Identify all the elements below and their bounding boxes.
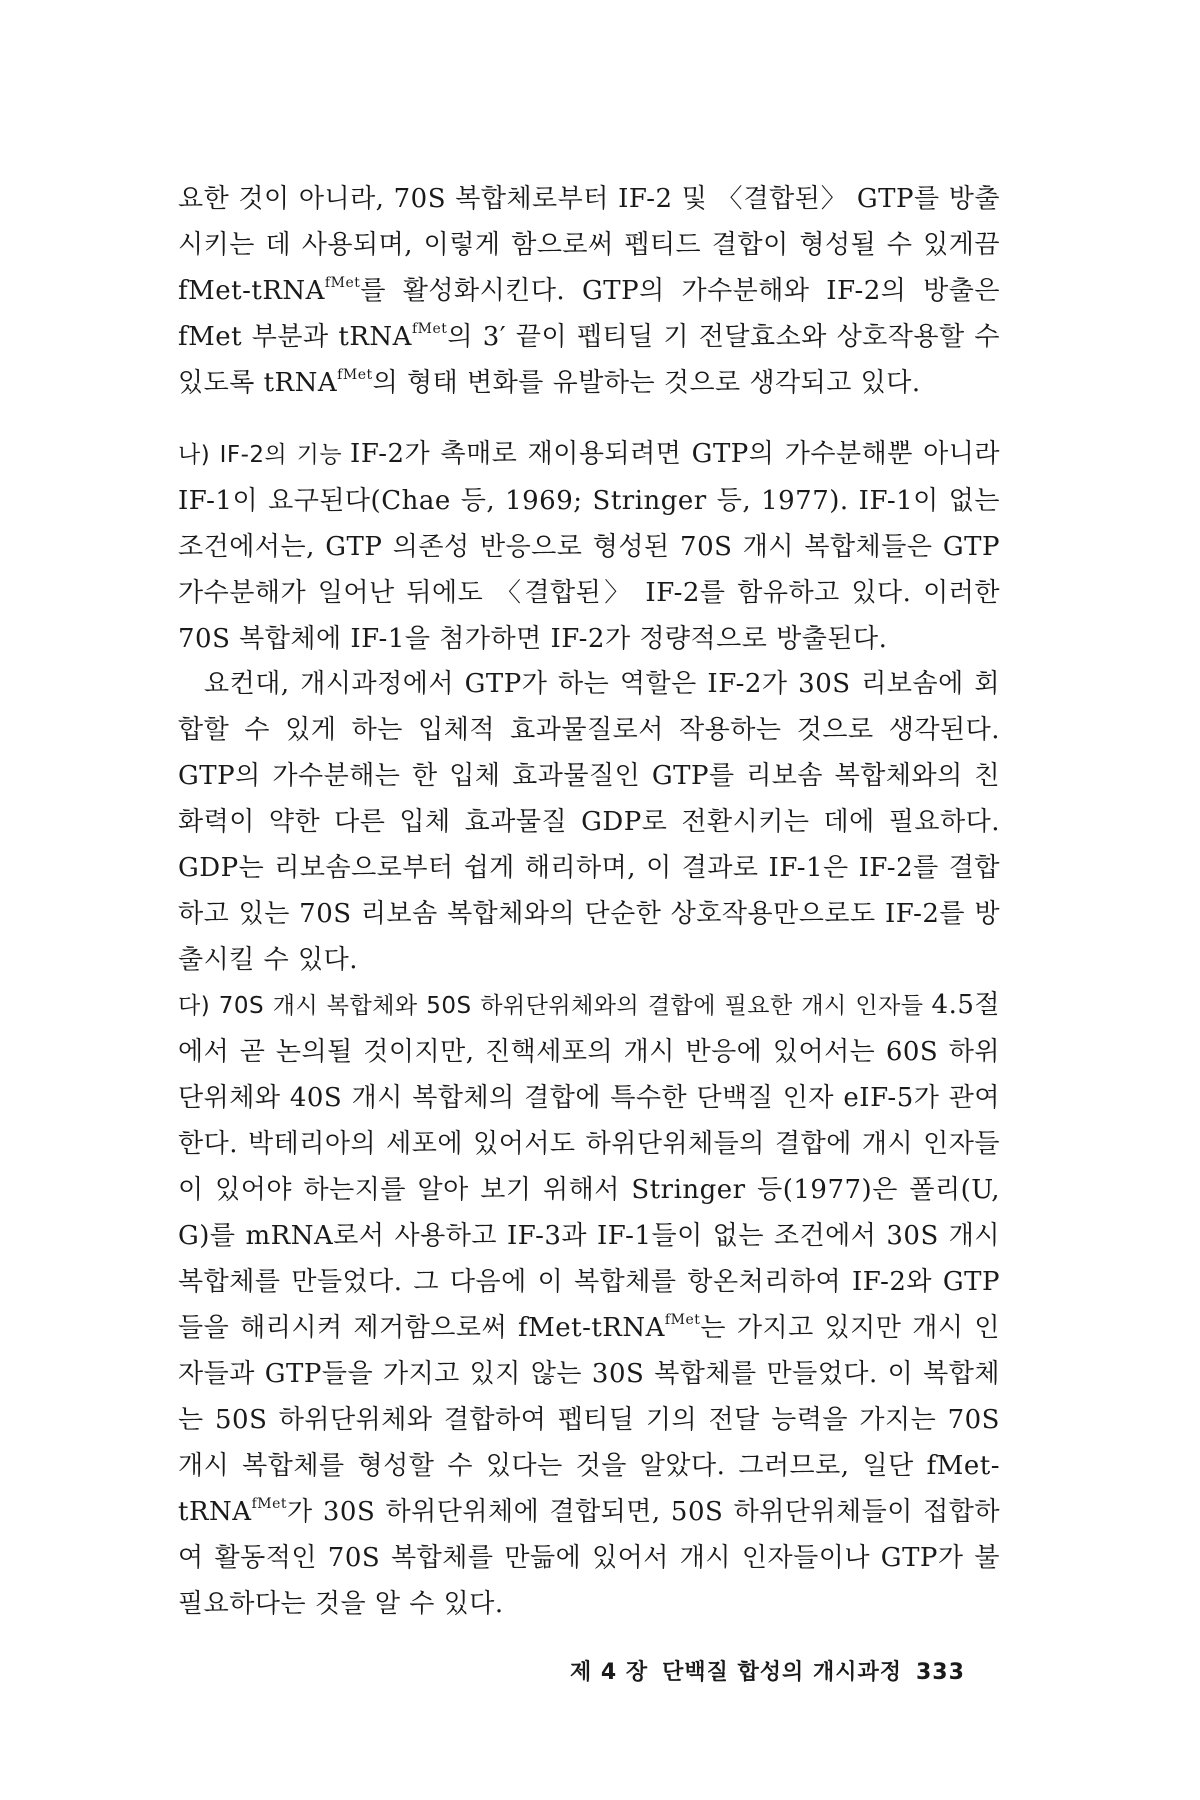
paragraph-1-part-3: 의 3′ 끝이 펩티딜 기 전달효소와 상호작용할 수 있도록 tRNA xyxy=(178,322,1000,398)
paragraph-3-body: 요컨대, 개시과정에서 GTP가 하는 역할은 IF-2가 30S 리보솜에 회합할 수 있게 하는 입체적 효과물질로서 작용하는 것으로 생각된다. GTP의 가수분해는 한 입체 효과물질인 GTP를 리보솜 복합체와의 친화력이 약한 다른 입체 효과물질 GDP로 전환시키는 데에 필요하다. GDP는 리보솜으로부터 쉽게 해리하며, 이 결과로 IF-1은 IF-2를 결합하고 있는 70S 리보솜 복합체와의 단순한 상호작용만으로도 IF-2를 방출시킬 수 있다. xyxy=(178,669,1000,975)
paragraph-1-part-1: 요한 것이 아니라, 70S 복합체로부터 IF-2 및 〈결합된〉 GTP를 방출시키는 데 사용되며, 이렇게 함으로써 펩티드 결합이 형성될 수 있게끔 fMet-tRNA xyxy=(178,184,1000,306)
page-footer xyxy=(570,1655,979,1686)
paragraph-2 xyxy=(178,431,1000,662)
paragraph-1-part-4: 의 형태 변화를 유발하는 것으로 생각되고 있다. xyxy=(372,368,921,398)
paragraph-4-part-3: 가 30S 하위단위체에 결합되면, 50S 하위단위체들이 접합하여 활동적인 70S 복합체를 만듦에 있어서 개시 인자들이나 GTP가 불필요하다는 것을 알 수 있다. xyxy=(178,1497,1000,1619)
paragraph-2-text xyxy=(178,431,1000,662)
paragraph-4 xyxy=(178,982,1000,1627)
superscript-fmet: fMet xyxy=(337,367,373,383)
paragraph-4-text xyxy=(178,982,1000,1627)
paragraph-3 xyxy=(178,661,1000,983)
footer-chapter-title: 단백질 합성의 개시과정 xyxy=(662,1660,902,1685)
paragraph-3-text xyxy=(178,661,1000,983)
paragraph-1 xyxy=(178,176,1000,406)
paragraph-2-body: IF-2가 촉매로 재이용되려면 GTP의 가수분해뿐 아니라 IF-1이 요구된다(Chae 등, 1969; Stringer 등, 1977). IF-1이 없는 조건에서는, GTP 의존성 반응으로 형성된 70S 개시 복합체들은 GTP 가수분해가 일어난 뒤에도 〈결합된〉 IF-2를 함유하고 있다. 이러한 70S 복합체에 IF-1을 첨가하면 IF-2가 정량적으로 방출된다. xyxy=(178,439,1000,654)
footer-chapter: 제 4 장 xyxy=(570,1660,649,1685)
paragraph-1-part-2: 를 활성화시킨다. GTP의 가수분해와 IF-2의 방출은 fMet 부분과 tRNA xyxy=(178,276,1000,352)
superscript-fmet: fMet xyxy=(251,1496,287,1512)
page-number: 333 xyxy=(915,1660,965,1685)
section-heading-if2-function: 나) IF-2의 기능 xyxy=(178,442,343,468)
superscript-fmet: fMet xyxy=(324,275,361,291)
superscript-fmet: fMet xyxy=(664,1312,701,1328)
section-heading-initiation-factors: 다) 70S 개시 복합체와 50S 하위단위체와의 결합에 필요한 개시 인자들 xyxy=(178,993,924,1019)
paragraph-4-part-2: 는 가지고 있지만 개시 인자들과 GTP들을 가지고 있지 않는 30S 복합체를 만들었다. 이 복합체는 50S 하위단위체와 결합하여 펩티딜 기의 전달 능력을 가지는 70S 개시 복합체를 형성할 수 있다는 것을 알았다. 그러므로, 일단 fMet-tRNA xyxy=(178,1313,1000,1527)
paragraph-4-part-1: 4.5절에서 곧 논의될 것이지만, 진핵세포의 개시 반응에 있어서는 60S 하위단위체와 40S 개시 복합체의 결합에 특수한 단백질 인자 eIF-5가 관여한다. 박테리아의 세포에 있어서도 하위단위체들의 결합에 개시 인자들이 있어야 하는지를 알아 보기 위해서 Stringer 등(1977)은 폴리(U, G)를 mRNA로서 사용하고 IF-3과 IF-1들이 없는 조건에서 30S 개시 복합체를 만들었다. 그 다음에 이 복합체를 항온처리하여 IF-2와 GTP들을 해리시켜 제거함으로써 fMet-tRNA xyxy=(178,990,1000,1343)
paragraph-1-text xyxy=(178,176,1000,406)
superscript-fmet: fMet xyxy=(411,321,448,337)
